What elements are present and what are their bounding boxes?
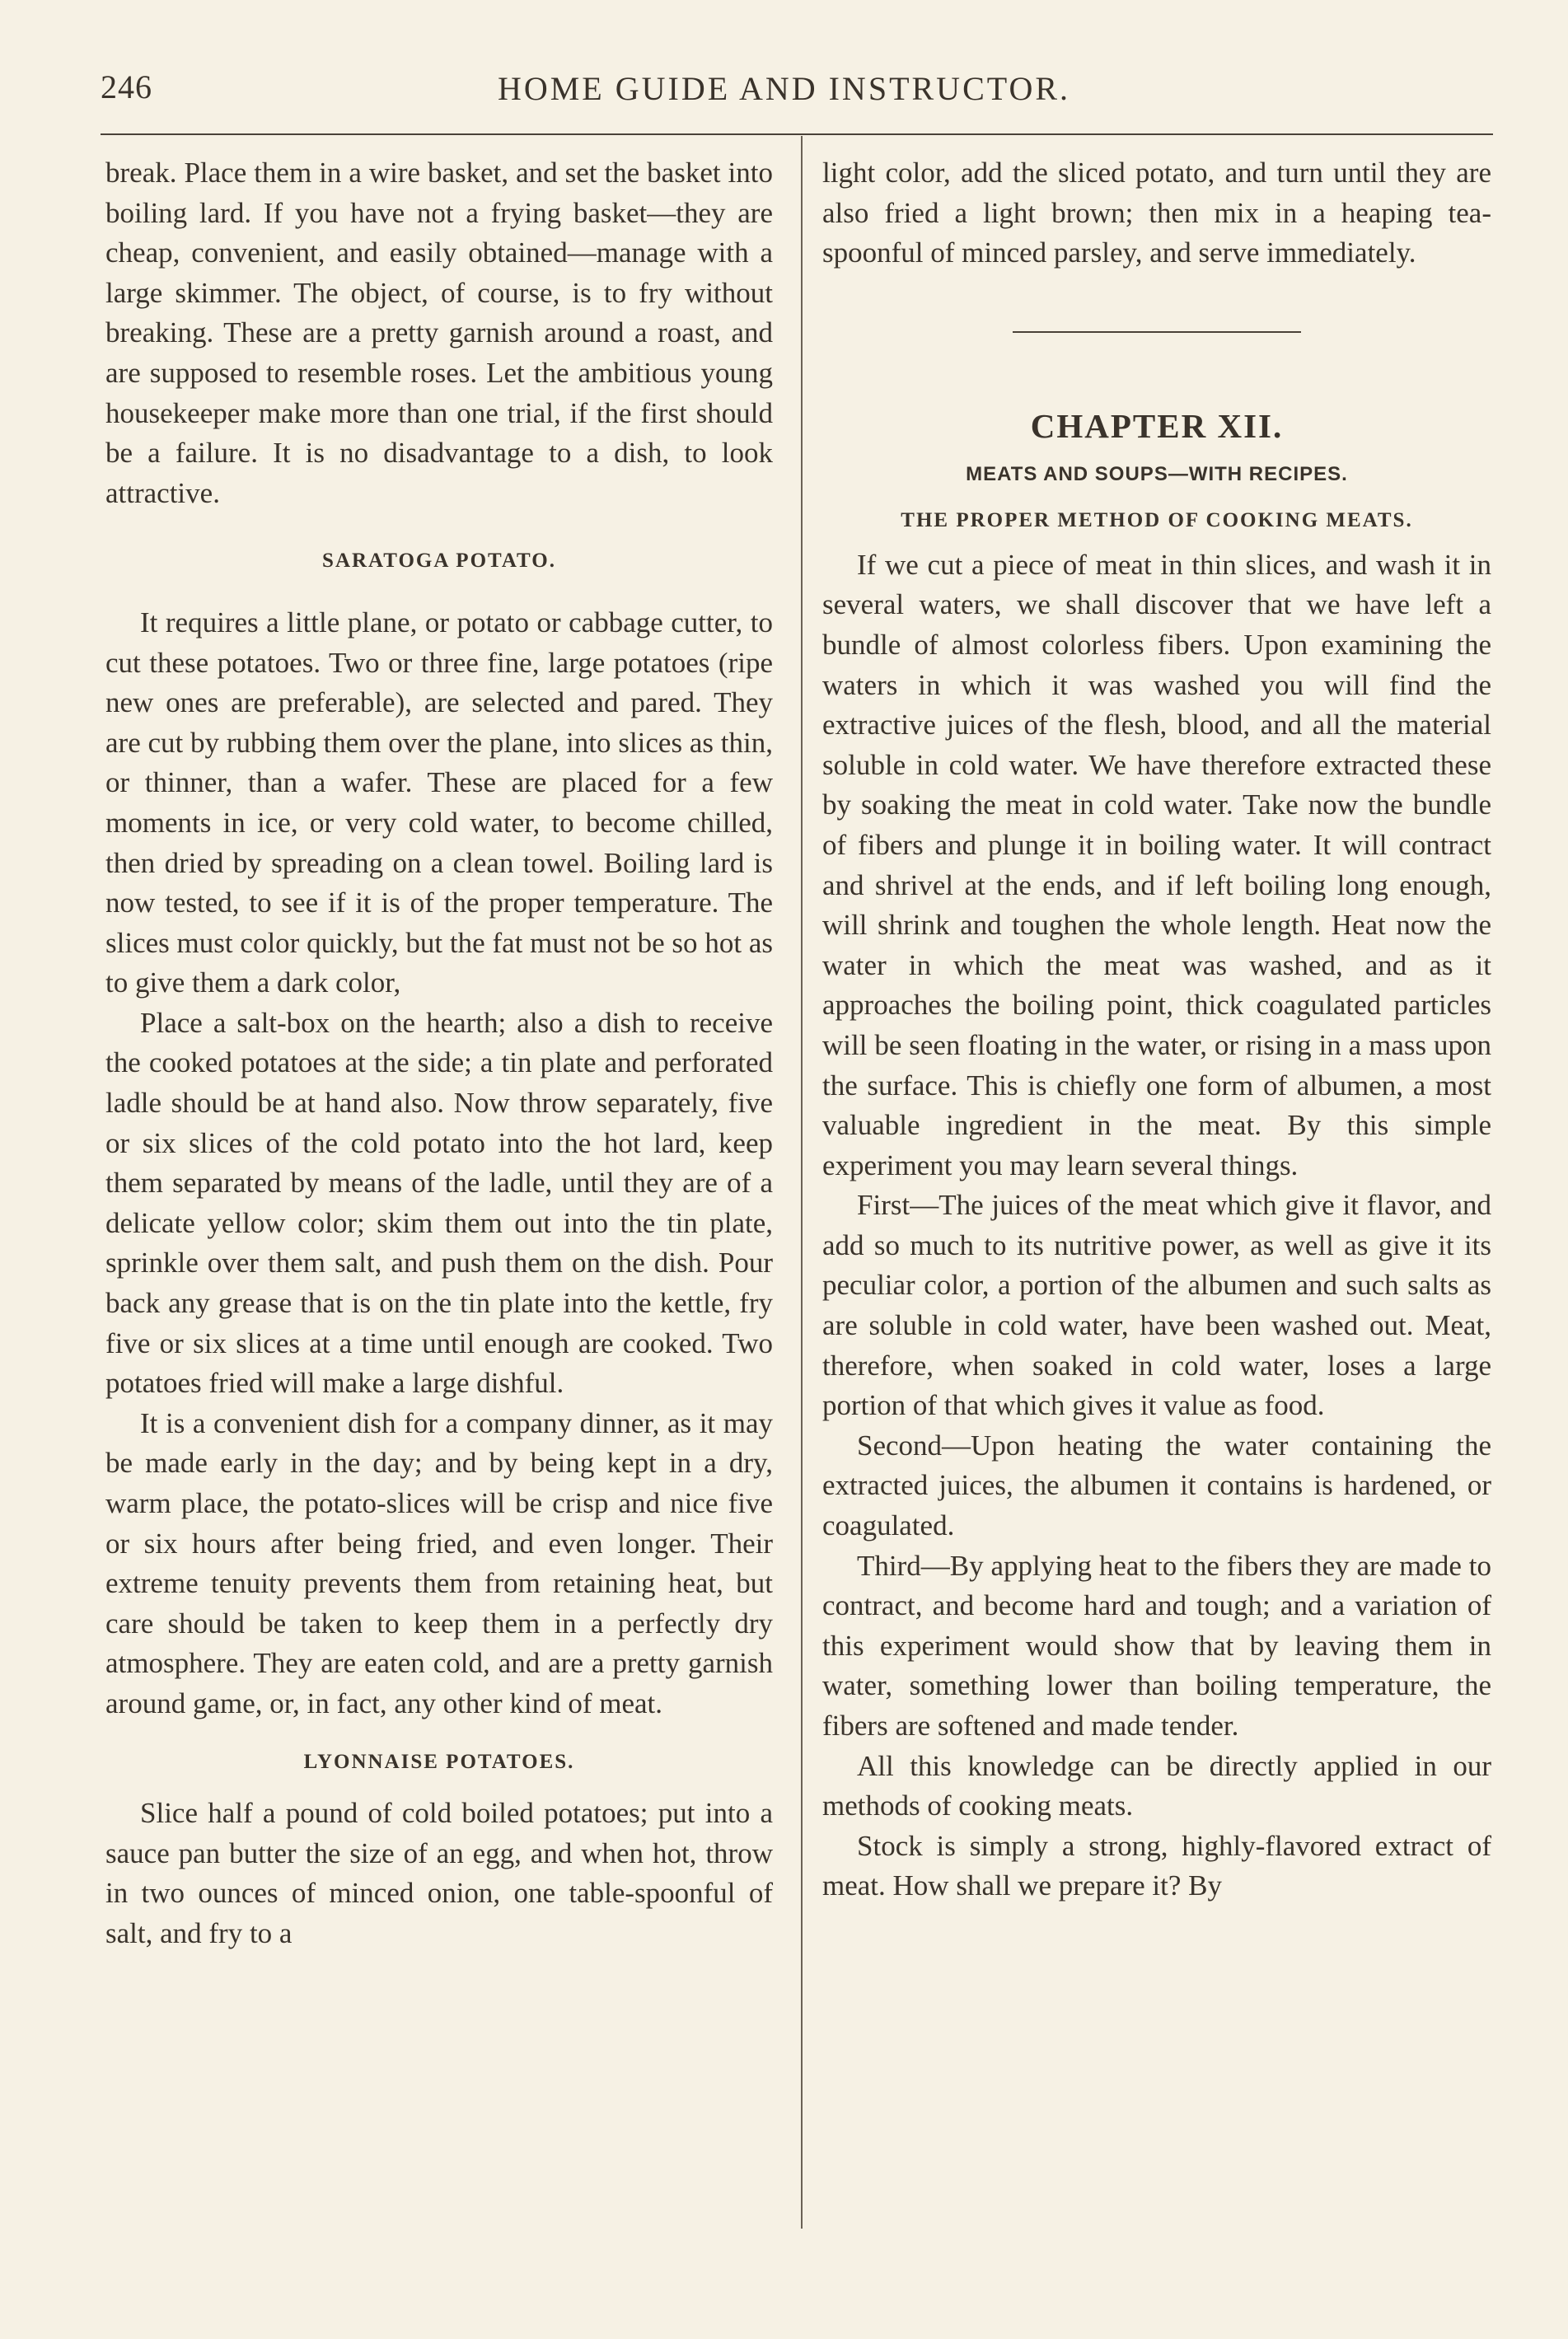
section-separator-rule — [1013, 331, 1301, 333]
chapter-title: CHAPTER XII. — [1030, 406, 1284, 445]
paragraph: It requires a little plane, or potato or cabbage cutter, to cut these potatoes. Two or three fine, large potatoes (ripe new ones are preferable), are selected and pared. They are cut by rubbing them over the plane, into slices as thin, or thinner, than a wafer. These are placed for a few moments in ice, or very cold water, to become chilled, then dried by spreading on a clean towel. Boiling lard is now tested, to see if it is of the proper temperature. The slices must color quickly, but the fat must not be so hot as to give them a dark color, — [105, 606, 773, 999]
paragraph: Place a salt-box on the hearth; also a dish to receive the cooked potatoes at the side; a tin plate and perforated ladle should be at hand also. Now throw separately, five or six slices of the cold potato into the hot lard, keep them separated by means of the ladle, until they are of a delicate yellow color; skim them out into the tin plate, sprinkle over them salt, and push them on the dish. Pour back any grease that is on the tin plate into the kettle, fry five or six slices at a time until enough are cooked. Two potatoes fried will make a large dishful. — [105, 1006, 773, 1400]
right-column — [822, 153, 1491, 1906]
left-column — [105, 153, 773, 1954]
paragraph: Second—Upon heating the water containing the extracted juices, the albumen it contains is hardened, or coagulated. — [822, 1429, 1491, 1542]
paragraph-continuation: break. Place them in a wire basket, and set the basket into boiling lard. If you have not a frying basket—they are cheap, convenient, and easily obtained—manage with a large skimmer. The object, of course, is to fry without breaking. These are a pretty garnish around a roast, and are supposed to resemble roses. Let the ambitious young housekeeper make more than one trial, if the first should be a failure. It is no disadvantage to a dish, to look attractive. — [105, 157, 773, 509]
paragraph-continuation: light color, add the sliced potato, and turn until they are also fried a light brown; then mix in a heaping tea-spoonful of minced parsley, and serve immediately. — [822, 157, 1491, 269]
page-number: 246 — [101, 68, 152, 105]
paragraph: Third—By applying heat to the fibers they are made to contract, and become hard and tough; and a variation of this experiment would show that by leaving them in water, something lower than boiling temperature, the fibers are softened and made tender. — [822, 1549, 1491, 1742]
section-heading: THE PROPER METHOD OF COOKING MEATS. — [901, 508, 1413, 531]
paragraph: First—The juices of the meat which give it flavor, and add so much to its nutritive power, as well as give it its peculiar color, a portion of the albumen and such salts as are soluble in cold water, have been washed out. Meat, therefore, when soaked in cold water, loses a large portion of that which gives it value as food. — [822, 1189, 1491, 1422]
paragraph: Stock is simply a strong, highly-flavored extract of meat. How shall we prepare it? By — [822, 1829, 1491, 1902]
chapter-subtitle: MEATS AND SOUPS—WITH RECIPES. — [966, 462, 1348, 485]
column-divider — [801, 136, 803, 2229]
heading-saratoga-potato: SARATOGA POTATO. — [322, 550, 556, 573]
heading-lyonnaise-potatoes: LYONNAISE POTATOES. — [303, 1750, 575, 1773]
paragraph: If we cut a piece of meat in thin slices, and wash it in several waters, we shall discover that we have left a bundle of almost colorless fibers. Upon examining the waters in which it was washed you will find the extractive juices of the flesh, blood, and all the material soluble in cold water. We have therefore extracted these by soaking the meat in cold water. Take now the bundle of fibers and plunge it in boiling water. It will contract and shrivel at the ends, and if left boiling long enough, will shrink and toughen the whole length. Heat now the water in which the meat was washed, and as it approaches the boiling point, thick coagulated particles will be seen floating in the water, or rising in a mass upon the surface. This is chiefly one form of albumen, a most valuable ingredient in the meat. By this simple experiment you may learn several things. — [822, 548, 1491, 1181]
paragraph: All this knowledge can be directly applied in our methods of cooking meats. — [822, 1749, 1491, 1822]
header-rule — [101, 133, 1493, 135]
paragraph: It is a convenient dish for a company dinner, as it may be made early in the day; and by being kept in a dry, warm place, the potato-slices will be crisp and nice five or six hours after being fried, and even longer. Their extreme tenuity prevents them from retaining heat, but care should be taken to keep them in a perfectly dry atmosphere. They are eaten cold, and are a pretty garnish around game, or, in fact, any other kind of meat. — [105, 1406, 773, 1719]
paragraph: Slice half a pound of cold boiled potatoes; put into a sauce pan butter the size of an egg, and when hot, throw in two ounces of minced onion, one table-spoonful of salt, and fry to a — [105, 1797, 773, 1949]
running-title: HOME GUIDE AND INSTRUCTOR. — [497, 70, 1071, 107]
